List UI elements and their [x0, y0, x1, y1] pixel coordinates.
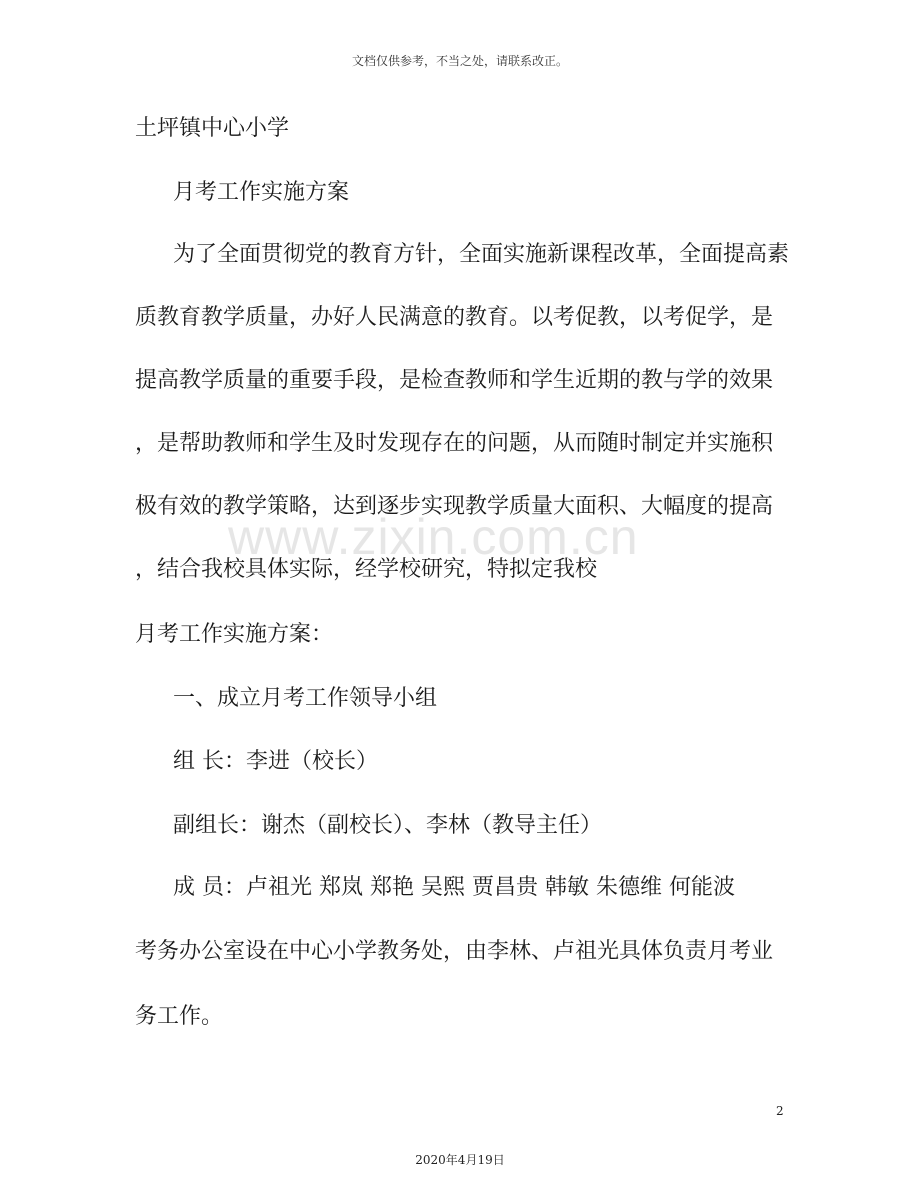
- body-line-3: 提高教学质量的重要手段，是检查教师和学生近期的教与学的效果: [135, 368, 774, 393]
- body-line-7: 月考工作实施方案：: [135, 622, 334, 647]
- school-name: 土坪镇中心小学: [135, 116, 290, 141]
- team-members: 成 员：卢祖光 郑岚 郑艳 吴熙 贾昌贵 韩敏 朱德维 何能波: [173, 875, 735, 900]
- header-note: 文档仅供参考，不当之处，请联系改正。: [351, 54, 568, 68]
- team-deputy-leader: 副组长：谢杰（副校长）、李林（教导主任）: [173, 813, 603, 838]
- page-number: 2: [776, 1104, 784, 1118]
- body-line-1: 为了全面贯彻党的教育方针，全面实施新课程改革，全面提高素: [173, 242, 790, 267]
- section-heading: 一、成立月考工作领导小组: [173, 686, 438, 711]
- document-title: 月考工作实施方案: [173, 180, 350, 205]
- body-line-6: ，结合我校具体实际，经学校研究，特拟定我校: [135, 557, 598, 582]
- body-line-5: 极有效的教学策略，达到逐步实现教学质量大面积、大幅度的提高: [135, 494, 774, 519]
- office-note-line-2: 务工作。: [135, 1004, 224, 1029]
- body-line-4: ，是帮助教师和学生及时发现存在的问题，从而随时制定并实施积: [135, 431, 774, 456]
- team-leader: 组 长：李进（校长）: [173, 749, 378, 774]
- watermark: www.zixin.com.cn: [228, 509, 639, 565]
- footer-date: 2020年4月19日: [415, 1153, 505, 1167]
- body-line-2: 质教育教学质量，办好人民满意的教育。以考促教，以考促学，是: [135, 305, 774, 330]
- office-note-line-1: 考务办公室设在中心小学教务处，由李林、卢祖光具体负责月考业: [135, 939, 774, 964]
